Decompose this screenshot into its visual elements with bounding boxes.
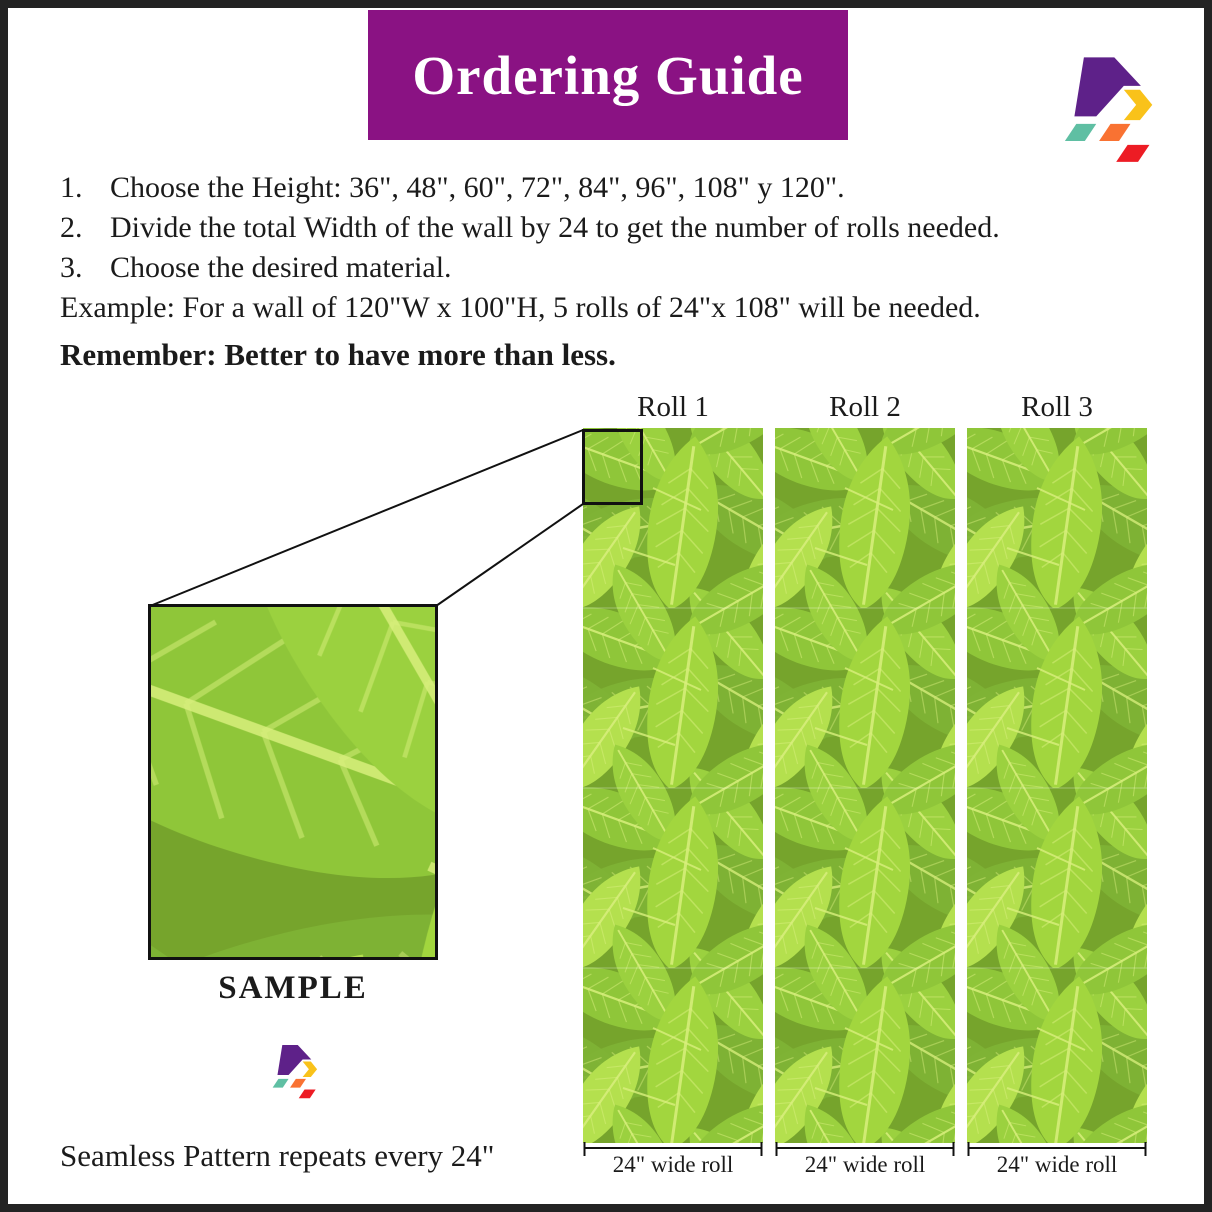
instruction-number: 1. [60, 171, 83, 204]
instruction-item [60, 208, 1170, 248]
instruction-text: Choose the Height: 36", 48", 60", 72", 84", 96", 108" y 120". [110, 171, 845, 204]
page-title: Ordering Guide [412, 44, 804, 106]
roll-2-image [775, 428, 955, 1143]
instructions-list [60, 168, 1170, 375]
remember-note: Remember: Better to have more than less. [60, 337, 616, 372]
seamless-pattern-note: Seamless Pattern repeats every 24" [60, 1138, 495, 1173]
instruction-number: 2. [60, 211, 83, 244]
instruction-text: Divide the total Width of the wall by 24 to get the number of rolls needed. [110, 211, 1000, 244]
roll-3-label: Roll 3 [1021, 391, 1093, 423]
example-note: Example: For a wall of 120"W x 100"H, 5 rolls of 24"x 108" will be needed. [60, 291, 981, 324]
roll-3-image [967, 428, 1147, 1143]
instruction-number: 3. [60, 251, 83, 284]
sample-label: SAMPLE [218, 970, 368, 1006]
instruction-text: Choose the desired material. [110, 251, 452, 284]
instruction-item [60, 248, 1170, 288]
roll-1-image [583, 428, 763, 1143]
roll-width-caption: 24" wide roll [612, 1152, 734, 1177]
brand-logo-small-icon [262, 1038, 320, 1099]
title-banner [368, 10, 848, 140]
sample-image [148, 604, 438, 960]
roll-2-label: Roll 2 [829, 391, 901, 423]
roll-width-caption: 24" wide roll [804, 1152, 926, 1177]
roll-1-label: Roll 1 [637, 391, 709, 423]
pattern-callout-box [582, 429, 643, 505]
roll-width-caption: 24" wide roll [996, 1152, 1118, 1177]
instruction-item [60, 168, 1170, 208]
brand-logo-icon [1044, 44, 1158, 163]
